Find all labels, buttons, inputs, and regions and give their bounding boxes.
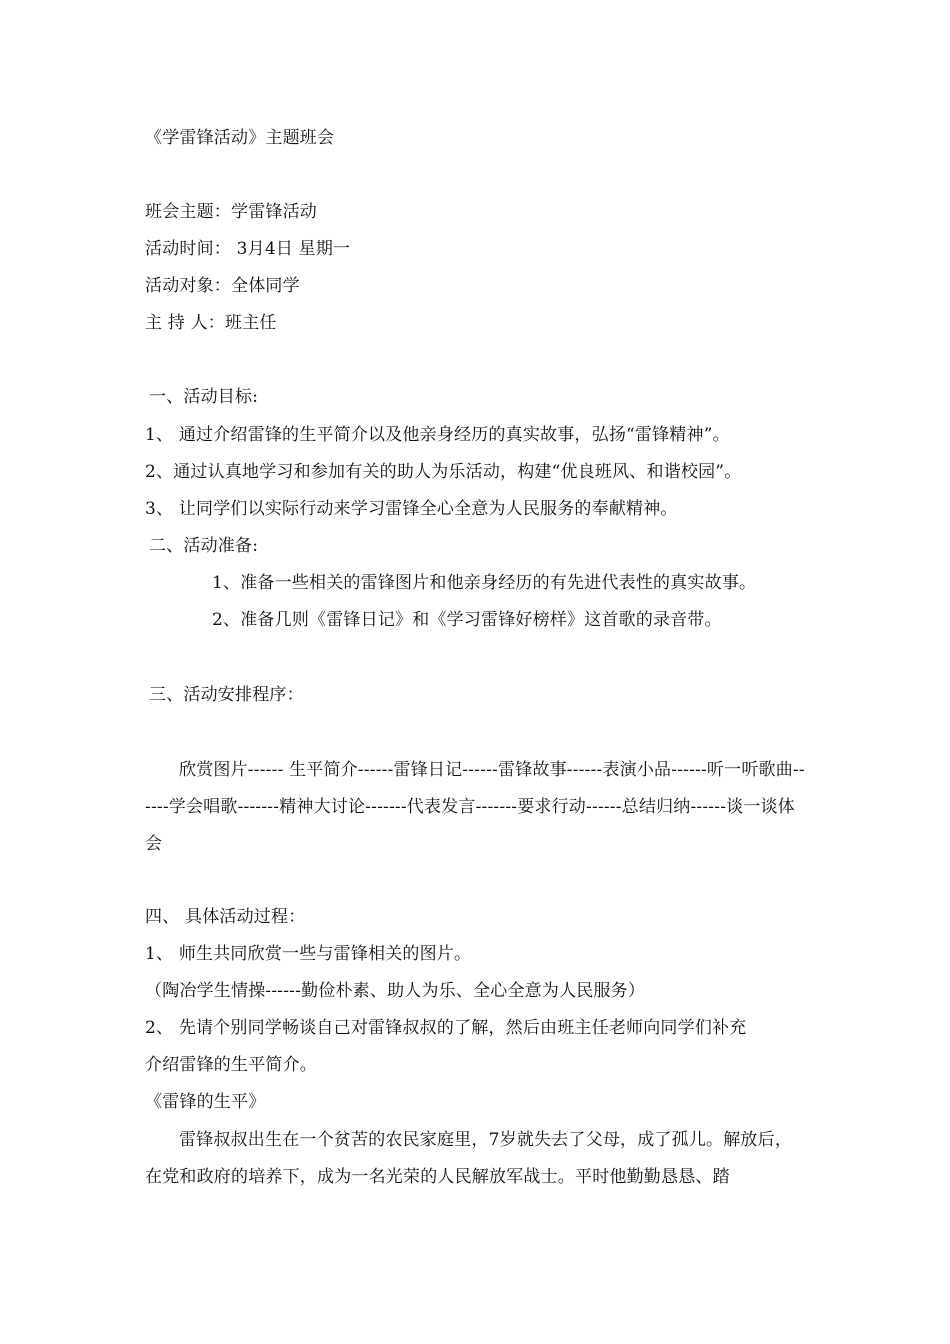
info-theme: 班会主题：学雷锋活动	[145, 202, 317, 222]
section2-heading: 二、活动准备:	[149, 536, 259, 556]
goal-item-1: 1、 通过介绍雷锋的生平简介以及他亲身经历的真实故事，弘扬“雷锋精神”。	[145, 425, 730, 445]
bio-paragraph: 雷锋叔叔出生在一个贫苦的农民家庭里，7岁就失去了父母，成了孤儿。解放后，在党和政府的培养下，成为一名光荣的人民解放军战士。平时他勤勤恳恳、踏	[145, 1130, 793, 1187]
prep-item-1: 1、准备一些相关的雷锋图片和他亲身经历的有先进代表性的真实故事。	[212, 573, 757, 593]
activity-flow: 欣赏图片------ 生平简介------雷锋日记------雷锋故事------表演小品------听一听歌曲------学会唱歌-------精神大讨论-------代表发言-------要求行动------总结归纳------谈一谈体会	[145, 760, 805, 854]
section3-heading: 三、活动安排程序：	[149, 685, 304, 705]
process-item-1-note: （陶冶学生情操------勤俭朴素、助人为乐、全心全意为人民服务）	[145, 981, 646, 1001]
document-title: 《学雷锋活动》主题班会	[145, 128, 335, 148]
goal-item-3: 3、 让同学们以实际行动来学习雷锋全心全意为人民服务的奉献精神。	[145, 499, 678, 519]
bio-subtitle: 《雷锋的生平》	[145, 1092, 266, 1112]
process-item-2-line1: 2、 先请个别同学畅谈自己对雷锋叔叔的了解，然后由班主任老师向同学们补充	[145, 1018, 747, 1038]
section4-heading: 四、 具体活动过程：	[145, 907, 306, 927]
process-item-2-line2: 介绍雷锋的生平简介。	[145, 1055, 317, 1075]
process-item-1: 1、 师生共同欣赏一些与雷锋相关的图片。	[145, 944, 472, 964]
info-audience: 活动对象：全体同学	[145, 276, 300, 296]
goal-item-2: 2、通过认真地学习和参加有关的助人为乐活动，构建“优良班风、和谐校园”。	[145, 462, 742, 482]
info-host: 主 持 人：班主任	[145, 313, 277, 333]
section1-heading: 一、活动目标:	[149, 387, 259, 407]
info-time: 活动时间： 3月4日 星期一	[145, 239, 351, 259]
prep-item-2: 2、准备几则《雷锋日记》和《学习雷锋好榜样》这首歌的录音带。	[212, 610, 722, 630]
